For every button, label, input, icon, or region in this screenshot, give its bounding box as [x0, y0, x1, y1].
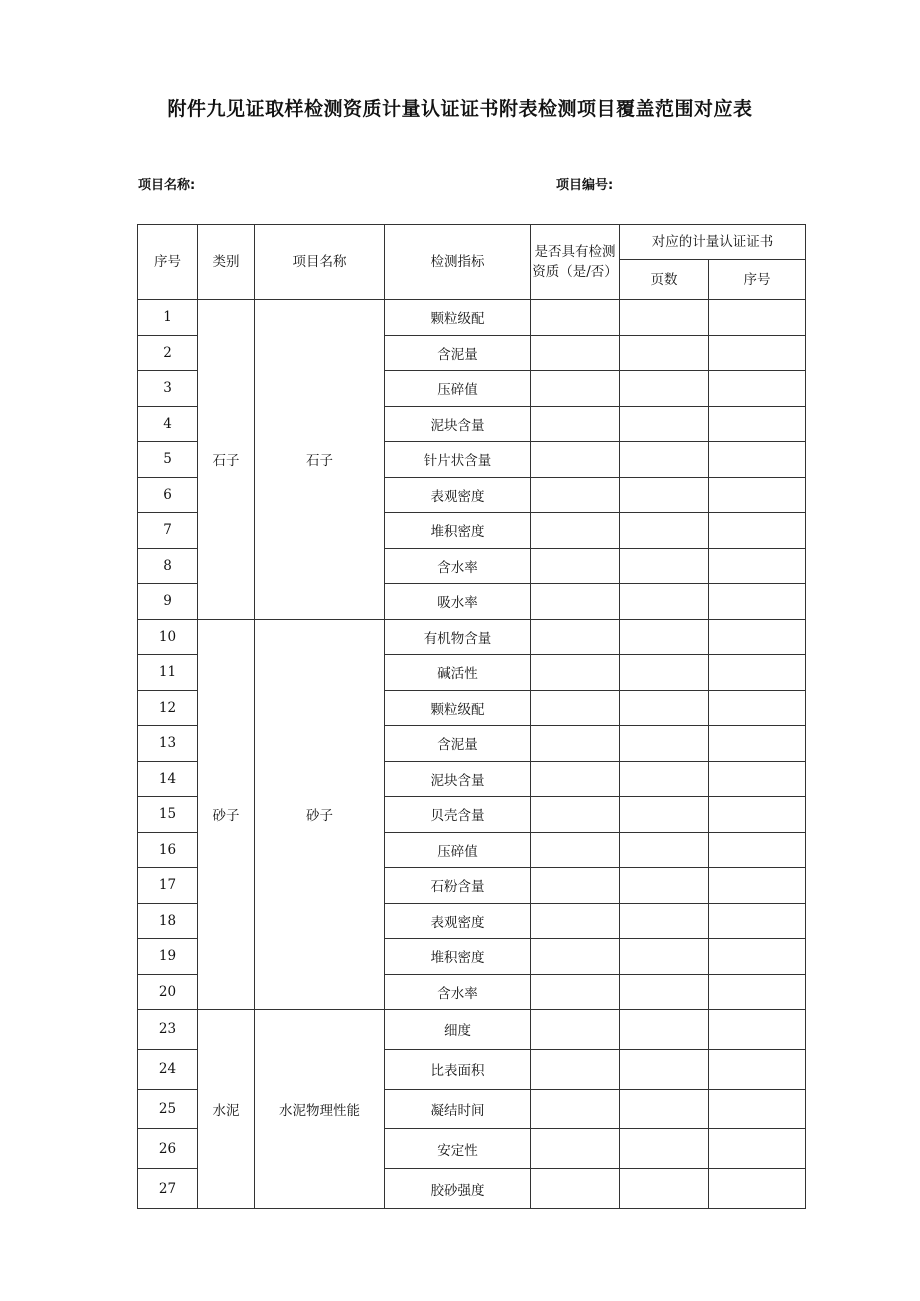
row-cert-seq-cell[interactable] [709, 1010, 806, 1050]
row-seq: 12 [138, 690, 198, 726]
row-cert-seq-cell[interactable] [709, 868, 806, 904]
row-qualified-cell[interactable] [531, 1010, 620, 1050]
table-body [138, 300, 806, 1209]
row-qualified-cell[interactable] [531, 406, 620, 442]
row-cert-seq-cell[interactable] [709, 797, 806, 833]
row-page-cell[interactable] [620, 1129, 709, 1169]
row-category: 砂子 [198, 619, 255, 1010]
row-qualified-cell[interactable] [531, 335, 620, 371]
row-cert-seq-cell[interactable] [709, 548, 806, 584]
row-seq: 9 [138, 584, 198, 620]
row-seq: 18 [138, 903, 198, 939]
row-cert-seq-cell[interactable] [709, 655, 806, 691]
header-category: 类别 [198, 225, 255, 300]
row-qualified-cell[interactable] [531, 548, 620, 584]
row-category: 石子 [198, 300, 255, 620]
row-seq: 27 [138, 1169, 198, 1209]
row-indicator: 贝壳含量 [385, 797, 531, 833]
row-indicator: 含泥量 [385, 726, 531, 762]
row-seq: 15 [138, 797, 198, 833]
row-seq: 20 [138, 974, 198, 1010]
row-indicator: 比表面积 [385, 1049, 531, 1089]
row-indicator: 石粉含量 [385, 868, 531, 904]
header-qualified: 是否具有检测资质（是/否） [531, 225, 620, 300]
row-seq: 19 [138, 939, 198, 975]
row-qualified-cell[interactable] [531, 939, 620, 975]
row-qualified-cell[interactable] [531, 1129, 620, 1169]
coverage-table [137, 224, 806, 1209]
row-seq: 2 [138, 335, 198, 371]
row-seq: 10 [138, 619, 198, 655]
header-cert-seq: 序号 [709, 260, 806, 300]
row-cert-seq-cell[interactable] [709, 619, 806, 655]
row-cert-seq-cell[interactable] [709, 335, 806, 371]
row-page-cell[interactable] [620, 477, 709, 513]
row-qualified-cell[interactable] [531, 868, 620, 904]
row-page-cell[interactable] [620, 690, 709, 726]
project-number-label: 项目编号: [556, 178, 614, 193]
row-indicator: 表观密度 [385, 903, 531, 939]
row-indicator: 堆积密度 [385, 513, 531, 549]
row-page-cell[interactable] [620, 974, 709, 1010]
row-indicator: 细度 [385, 1010, 531, 1050]
row-page-cell[interactable] [620, 1169, 709, 1209]
row-page-cell[interactable] [620, 761, 709, 797]
row-cert-seq-cell[interactable] [709, 903, 806, 939]
table-row [138, 1010, 806, 1050]
row-cert-seq-cell[interactable] [709, 939, 806, 975]
row-indicator: 颗粒级配 [385, 300, 531, 336]
row-qualified-cell[interactable] [531, 903, 620, 939]
row-page-cell[interactable] [620, 903, 709, 939]
row-seq: 4 [138, 406, 198, 442]
row-indicator: 堆积密度 [385, 939, 531, 975]
row-seq: 26 [138, 1129, 198, 1169]
row-seq: 16 [138, 832, 198, 868]
row-indicator: 压碎值 [385, 371, 531, 407]
row-qualified-cell[interactable] [531, 477, 620, 513]
row-qualified-cell[interactable] [531, 1169, 620, 1209]
row-indicator: 吸水率 [385, 584, 531, 620]
row-seq: 7 [138, 513, 198, 549]
row-page-cell[interactable] [620, 726, 709, 762]
row-page-cell[interactable] [620, 1010, 709, 1050]
row-cert-seq-cell[interactable] [709, 371, 806, 407]
row-seq: 11 [138, 655, 198, 691]
row-qualified-cell[interactable] [531, 584, 620, 620]
row-seq: 5 [138, 442, 198, 478]
row-indicator: 泥块含量 [385, 406, 531, 442]
header-indicator: 检测指标 [385, 225, 531, 300]
row-page-cell[interactable] [620, 619, 709, 655]
row-qualified-cell[interactable] [531, 371, 620, 407]
row-seq: 13 [138, 726, 198, 762]
row-page-cell[interactable] [620, 584, 709, 620]
row-project-name: 砂子 [255, 619, 385, 1010]
row-page-cell[interactable] [620, 868, 709, 904]
header-page: 页数 [620, 260, 709, 300]
row-page-cell[interactable] [620, 548, 709, 584]
row-page-cell[interactable] [620, 371, 709, 407]
header-seq: 序号 [138, 225, 198, 300]
row-page-cell[interactable] [620, 513, 709, 549]
row-indicator: 胶砂强度 [385, 1169, 531, 1209]
row-indicator: 有机物含量 [385, 619, 531, 655]
table-row [138, 619, 806, 655]
row-qualified-cell[interactable] [531, 1049, 620, 1089]
row-project-name: 水泥物理性能 [255, 1010, 385, 1209]
row-indicator: 表观密度 [385, 477, 531, 513]
row-qualified-cell[interactable] [531, 442, 620, 478]
header-cert-group: 对应的计量认证证书 [620, 225, 806, 260]
row-indicator: 安定性 [385, 1129, 531, 1169]
row-seq: 8 [138, 548, 198, 584]
row-seq: 25 [138, 1089, 198, 1129]
row-cert-seq-cell[interactable] [709, 1169, 806, 1209]
row-cert-seq-cell[interactable] [709, 1089, 806, 1129]
row-page-cell[interactable] [620, 335, 709, 371]
row-qualified-cell[interactable] [531, 619, 620, 655]
row-cert-seq-cell[interactable] [709, 442, 806, 478]
row-seq: 1 [138, 300, 198, 336]
row-indicator: 凝结时间 [385, 1089, 531, 1129]
row-cert-seq-cell[interactable] [709, 726, 806, 762]
row-indicator: 含泥量 [385, 335, 531, 371]
row-cert-seq-cell[interactable] [709, 406, 806, 442]
row-page-cell[interactable] [620, 442, 709, 478]
row-indicator: 泥块含量 [385, 761, 531, 797]
row-qualified-cell[interactable] [531, 513, 620, 549]
row-seq: 14 [138, 761, 198, 797]
row-page-cell[interactable] [620, 655, 709, 691]
row-cert-seq-cell[interactable] [709, 584, 806, 620]
row-cert-seq-cell[interactable] [709, 974, 806, 1010]
row-cert-seq-cell[interactable] [709, 761, 806, 797]
row-page-cell[interactable] [620, 300, 709, 336]
row-qualified-cell[interactable] [531, 797, 620, 833]
row-cert-seq-cell[interactable] [709, 477, 806, 513]
row-cert-seq-cell[interactable] [709, 690, 806, 726]
row-page-cell[interactable] [620, 797, 709, 833]
row-cert-seq-cell[interactable] [709, 513, 806, 549]
row-indicator: 针片状含量 [385, 442, 531, 478]
row-indicator: 含水率 [385, 548, 531, 584]
row-seq: 17 [138, 868, 198, 904]
row-page-cell[interactable] [620, 1089, 709, 1129]
row-indicator: 颗粒级配 [385, 690, 531, 726]
row-cert-seq-cell[interactable] [709, 832, 806, 868]
row-page-cell[interactable] [620, 406, 709, 442]
row-qualified-cell[interactable] [531, 974, 620, 1010]
row-qualified-cell[interactable] [531, 726, 620, 762]
row-qualified-cell[interactable] [531, 761, 620, 797]
row-indicator: 压碎值 [385, 832, 531, 868]
project-name-label: 项目名称: [138, 178, 196, 193]
row-page-cell[interactable] [620, 939, 709, 975]
row-seq: 24 [138, 1049, 198, 1089]
row-qualified-cell[interactable] [531, 655, 620, 691]
row-seq: 6 [138, 477, 198, 513]
row-project-name: 石子 [255, 300, 385, 620]
row-qualified-cell[interactable] [531, 690, 620, 726]
row-seq: 3 [138, 371, 198, 407]
row-qualified-cell[interactable] [531, 300, 620, 336]
page-title: 附件九见证取样检测资质计量认证证书附表检测项目覆盖范围对应表 [167, 98, 753, 120]
row-cert-seq-cell[interactable] [709, 1049, 806, 1089]
row-seq: 23 [138, 1010, 198, 1050]
header-project-name: 项目名称 [255, 225, 385, 300]
row-page-cell[interactable] [620, 832, 709, 868]
row-category: 水泥 [198, 1010, 255, 1209]
row-qualified-cell[interactable] [531, 1089, 620, 1129]
row-qualified-cell[interactable] [531, 832, 620, 868]
row-cert-seq-cell[interactable] [709, 300, 806, 336]
row-page-cell[interactable] [620, 1049, 709, 1089]
table-row [138, 300, 806, 336]
row-indicator: 碱活性 [385, 655, 531, 691]
row-cert-seq-cell[interactable] [709, 1129, 806, 1169]
row-indicator: 含水率 [385, 974, 531, 1010]
